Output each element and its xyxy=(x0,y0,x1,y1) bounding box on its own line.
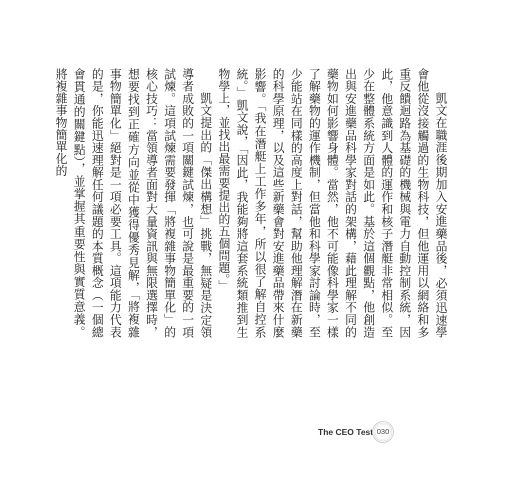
page-number-badge xyxy=(370,420,396,444)
paragraph-1: 凱文在職涯後期加入安進藥品後，必須迅速學會他從沒接觸過的生物科技，但他運用以網絡和多重反饋迴路為基礎的機械與電力自動控制系統，因此，他意識到人體的運作和核子潛艇非常相似。至少在整體系統方面是如此。基於這個觀點，他創造出與安進藥品科學家對話的架構，藉此理解不同的藥物如何影響身體。當然，他不可能像科學家一樣了解藥物的運作機制，但當他和科學家討論時，至少能站在同樣的高度上對話，幫助他理解潛在新藥的科學原理，以及這些新藥會對安進藥品帶來什麼影響。「我在潛艇上工作多年，所以很了解自控系統。」凱文說，「因此，我能夠將這套系統類推到生物學上，並找出最需要提出的五個問題。」 xyxy=(216,68,448,338)
paragraph-2: 凱文提出的「傑出構想」挑戰，無疑是決定領導者成敗的一項關鍵試煉，也可說是最重要的一項試煉。這項試煉需要發揮「將複雜事物簡單化」的核心技巧：當領導者面對大量資訊與無限選擇時，想要找到正確方向並從中獲得優秀見解，「將複雜事物簡單化」絕對是一項必要工具。這項能力代表的是，你能迅速理解任何議題的本質概念（一個總會貫通的關鍵點），並掌握其重要性與實質意義。將複雜事物簡單化的 xyxy=(54,68,213,338)
page-footer xyxy=(318,422,458,442)
page-number: 030 xyxy=(376,427,390,436)
running-head: The CEO Test xyxy=(318,427,374,437)
body-text xyxy=(54,68,450,338)
